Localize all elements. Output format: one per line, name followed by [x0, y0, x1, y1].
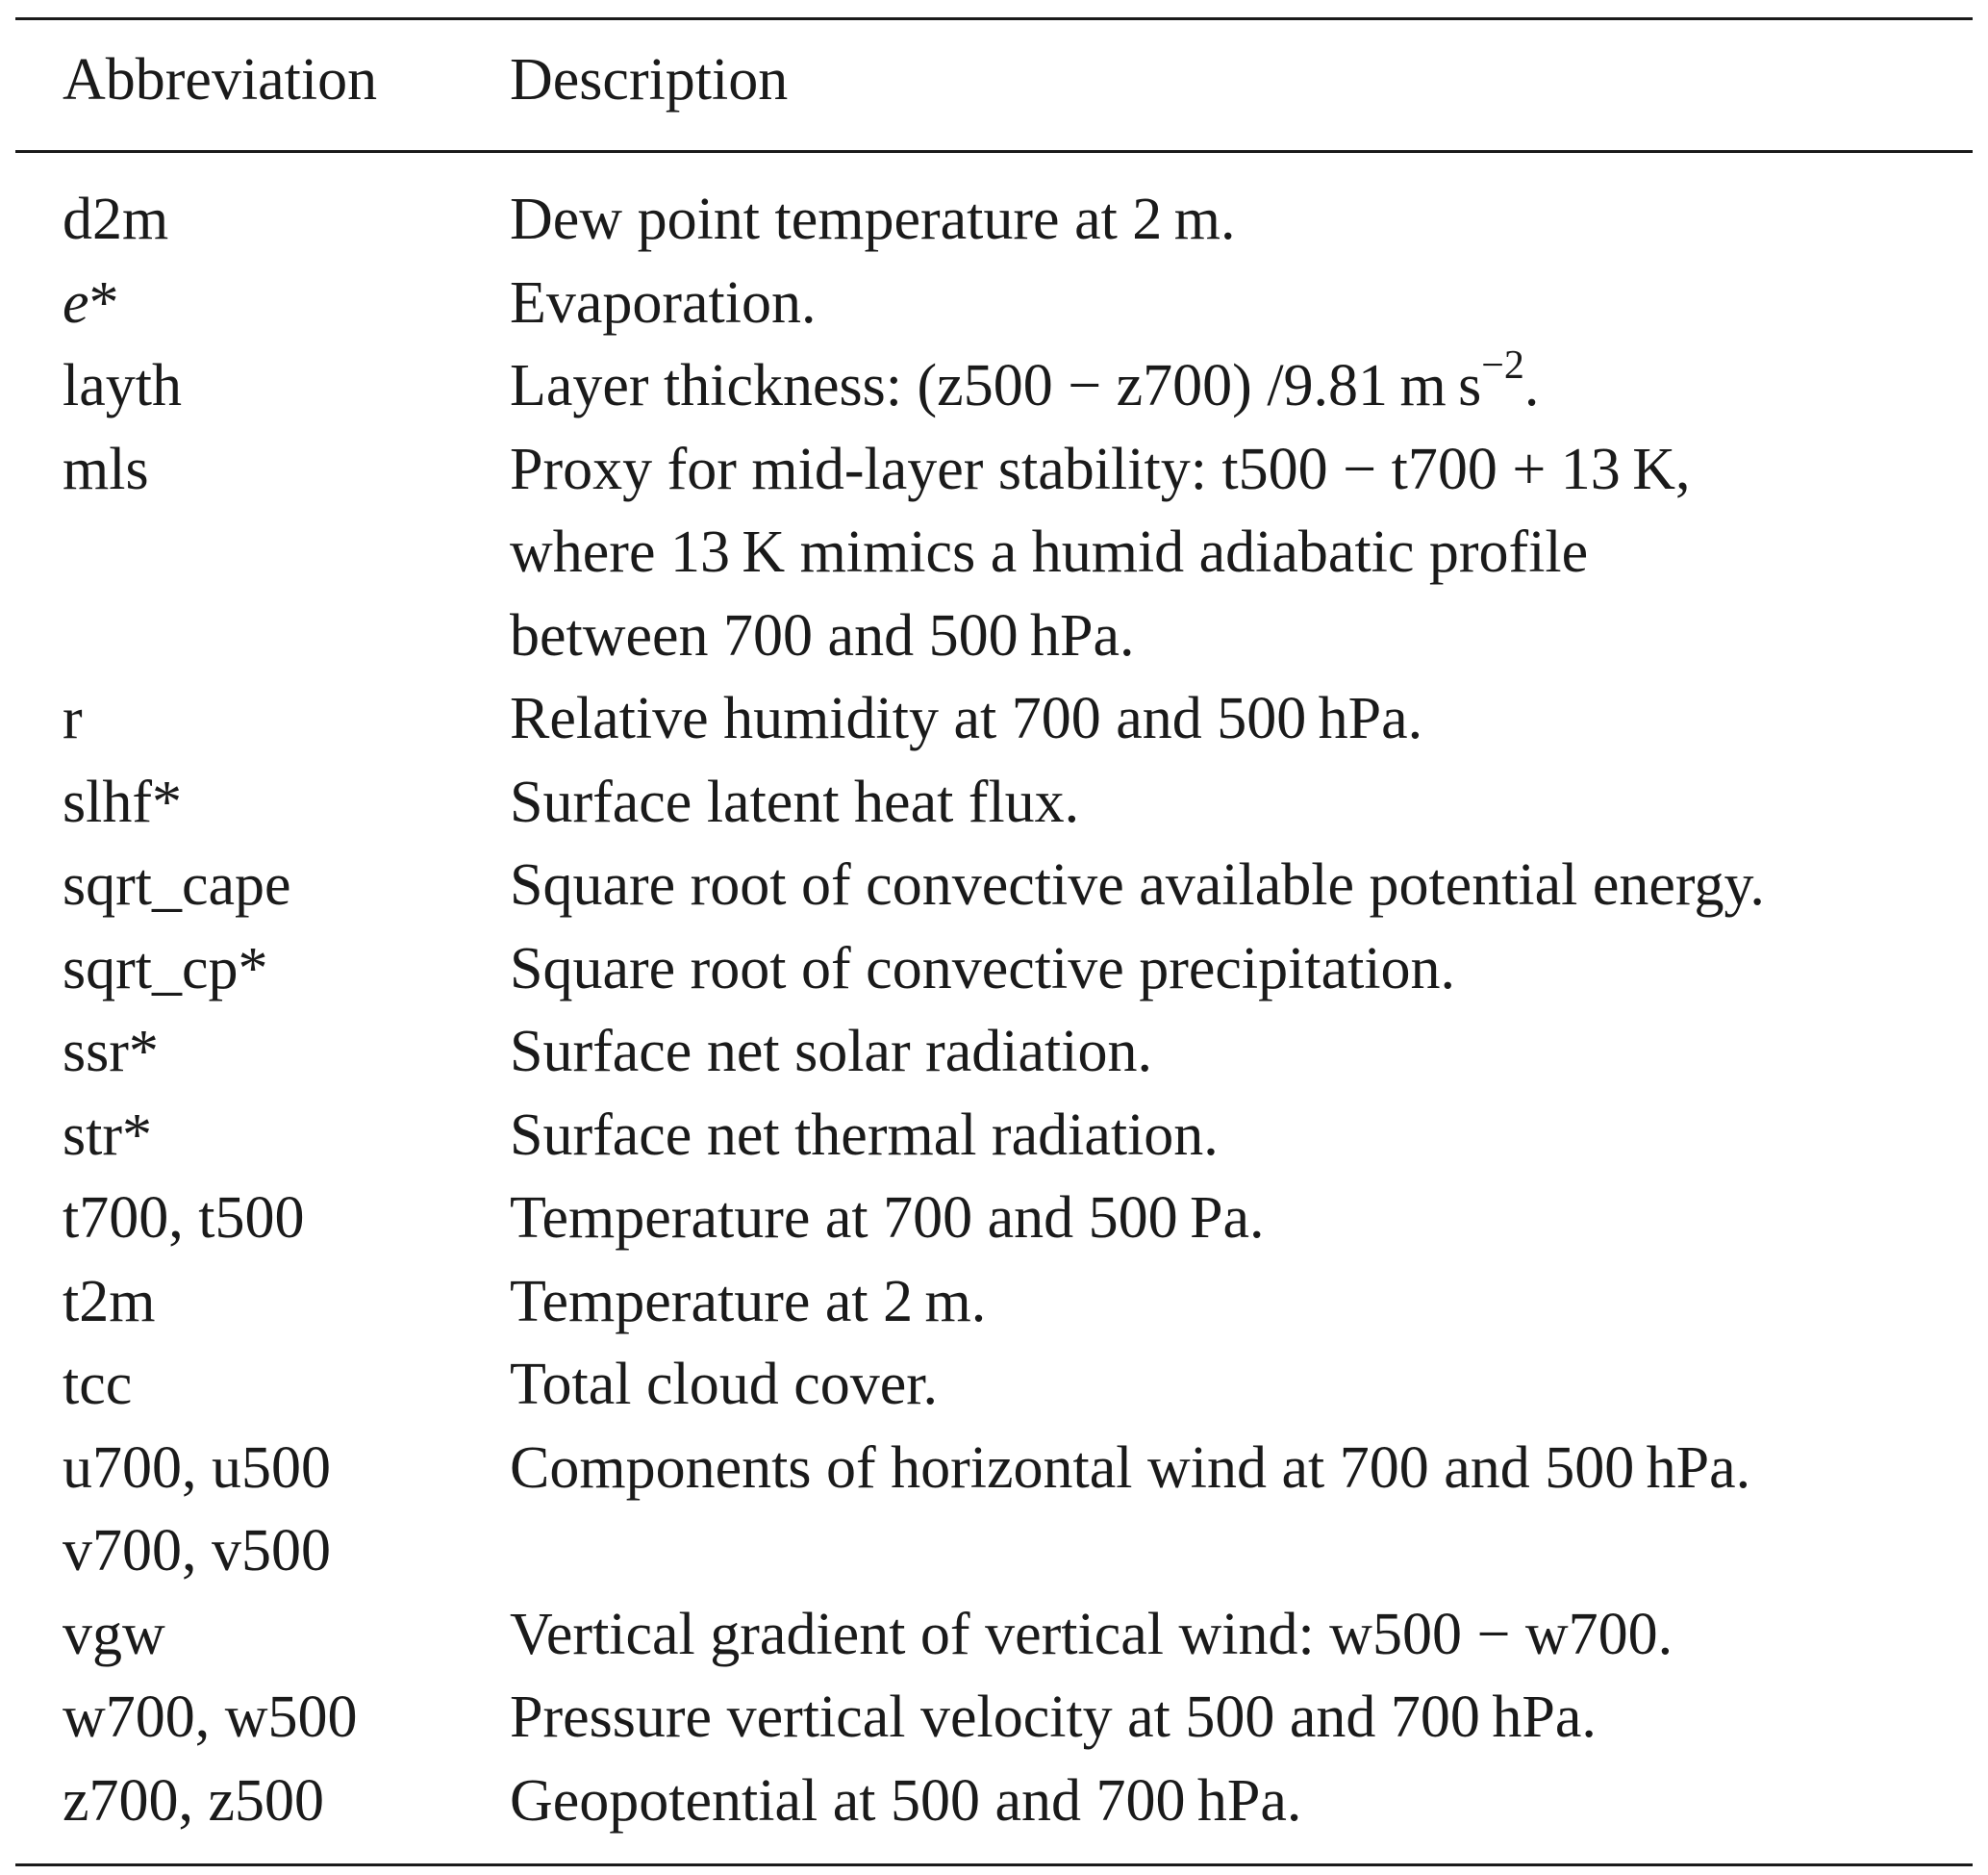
description-text	[510, 511, 1973, 595]
description-main: Vertical gradient of vertical wind: w500 − w700.	[510, 1601, 1673, 1667]
description-cell	[510, 844, 1973, 927]
table-row	[15, 1760, 1973, 1843]
description-text	[510, 761, 1973, 845]
description-cell	[510, 761, 1973, 845]
abbreviation-text: mls	[63, 436, 149, 502]
abbreviation-text: r	[63, 686, 83, 751]
abbreviation-cell	[63, 262, 119, 345]
abbreviation-text: t2m	[63, 1268, 156, 1334]
description-cell	[510, 262, 1973, 345]
abbreviation-cell	[63, 1260, 155, 1344]
description-text	[510, 262, 1973, 345]
description-text	[510, 1760, 1973, 1843]
description-text	[510, 1177, 1973, 1260]
abbreviation-cell	[63, 1343, 132, 1427]
description-text	[510, 595, 1973, 678]
table-row	[15, 1343, 1973, 1427]
description-cell	[510, 1427, 1973, 1593]
abbreviation-text: z700, z500	[63, 1767, 325, 1834]
abbreviation-cell	[63, 178, 168, 262]
description-text	[510, 1593, 1973, 1677]
abbreviation-text: str*	[63, 1102, 152, 1168]
abbreviation-text	[63, 262, 119, 345]
table-header	[15, 20, 1973, 150]
abbreviation-italic: e	[63, 269, 89, 336]
abbreviation-cell	[63, 844, 291, 927]
abbreviation-text: sqrt_cp*	[63, 935, 268, 1001]
description-main: Surface net thermal radiation.	[510, 1102, 1219, 1168]
abbreviation-cell	[63, 1010, 159, 1094]
description-tail: .	[1523, 353, 1540, 418]
table-row	[15, 677, 1973, 761]
description-main: Pressure vertical velocity at 500 and 700 hPa.	[510, 1685, 1597, 1750]
abbreviation-cell	[63, 761, 182, 845]
table-row	[15, 761, 1973, 845]
abbreviation-cell	[63, 1094, 152, 1178]
description-cell	[510, 927, 1973, 1011]
abbreviation-cell	[63, 1177, 304, 1260]
description-cell	[510, 1177, 1973, 1260]
abbreviation-text: t700, t500	[63, 1185, 305, 1251]
table-row	[15, 1094, 1973, 1178]
description-cell	[510, 178, 1973, 262]
table-row	[15, 262, 1973, 345]
description-main: Temperature at 2 m.	[510, 1268, 987, 1334]
table-row	[15, 844, 1973, 927]
description-text	[510, 1676, 1973, 1760]
description-text	[510, 428, 1973, 512]
abbreviation-text: vgw	[63, 1601, 165, 1667]
table-row	[15, 1177, 1973, 1260]
abbreviation-text: tcc	[63, 1352, 133, 1417]
table-row	[15, 428, 1973, 678]
description-cell	[510, 1260, 1973, 1344]
description-cell	[510, 344, 1973, 428]
description-cell	[510, 1593, 1973, 1677]
description-cell	[510, 1010, 1973, 1094]
abbreviation-cell	[63, 1676, 358, 1760]
table-row	[15, 1427, 1973, 1593]
abbreviation-cell	[63, 344, 182, 428]
description-main: Square root of convective precipitation.	[510, 935, 1456, 1001]
description-cell	[510, 1676, 1973, 1760]
table-row	[15, 344, 1973, 428]
description-main: Components of horizontal wind at 700 and 500 hPa.	[510, 1434, 1751, 1501]
description-cell	[510, 1760, 1973, 1843]
description-text	[510, 1094, 1973, 1178]
abbreviation-cell	[63, 1593, 165, 1677]
abbreviation-cell	[63, 927, 268, 1011]
description-main: Surface net solar radiation.	[510, 1019, 1152, 1084]
header-description: Description	[510, 47, 789, 113]
description-text	[510, 1427, 1973, 1510]
abbreviation-text: slhf*	[63, 769, 182, 835]
description-main: Surface latent heat flux.	[510, 769, 1080, 835]
table-body	[15, 153, 1973, 1863]
description-text	[510, 178, 1973, 262]
abbreviation-text: layth	[63, 353, 182, 418]
description-main: Dew point temperature at 2 m.	[510, 187, 1236, 252]
table-row	[15, 1010, 1973, 1094]
table-row	[15, 1676, 1973, 1760]
abbreviation-suffix: *	[88, 269, 119, 336]
description-cell	[510, 677, 1973, 761]
abbreviation-text: sqrt_cape	[63, 852, 291, 918]
description-text	[510, 1343, 1973, 1427]
abbreviation-cell	[63, 677, 83, 761]
abbreviation-table	[15, 17, 1973, 1866]
bottom-rule	[15, 1863, 1973, 1866]
description-text	[510, 844, 1973, 927]
description-main: Total cloud cover.	[510, 1352, 939, 1417]
header-abbreviation: Abbreviation	[63, 47, 378, 113]
description-main: Relative humidity at 700 and 500 hPa.	[510, 686, 1423, 751]
description-cell	[510, 1094, 1973, 1178]
description-text	[510, 1509, 1973, 1593]
abbreviation-text: w700, w500	[63, 1685, 358, 1750]
description-text	[510, 1010, 1973, 1094]
description-main: Layer thickness: (z500 − z700) /9.81 m s	[510, 353, 1482, 418]
abbreviation-cell	[63, 1760, 324, 1843]
description-main: where 13 K mimics a humid adiabatic profile	[510, 519, 1589, 585]
description-main: Geopotential at 500 and 700 hPa.	[510, 1767, 1302, 1834]
abbreviation-text: u700, u500	[63, 1434, 331, 1501]
description-cell	[510, 1343, 1973, 1427]
description-main: Square root of convective available potential energy.	[510, 852, 1765, 918]
description-main: between 700 and 500 hPa.	[510, 602, 1135, 669]
description-text	[510, 677, 1973, 761]
description-text	[510, 344, 1973, 428]
description-cell	[510, 428, 1973, 678]
abbreviation-text: v700, v500	[63, 1518, 331, 1584]
description-superscript: −2	[1481, 343, 1524, 389]
abbreviation-cell	[63, 1427, 331, 1593]
table-row	[15, 1260, 1973, 1344]
description-main: Evaporation.	[510, 269, 817, 336]
abbreviation-cell	[63, 428, 149, 512]
description-text	[510, 1260, 1973, 1344]
table-row	[15, 927, 1973, 1011]
description-main: Temperature at 700 and 500 Pa.	[510, 1185, 1265, 1251]
abbreviation-text: d2m	[63, 187, 169, 252]
abbreviation-text: ssr*	[63, 1019, 159, 1084]
description-main: Proxy for mid-layer stability: t500 − t700 + 13 K,	[510, 436, 1691, 502]
table-row	[15, 178, 1973, 262]
description-text	[510, 927, 1973, 1011]
table-row	[15, 1593, 1973, 1677]
